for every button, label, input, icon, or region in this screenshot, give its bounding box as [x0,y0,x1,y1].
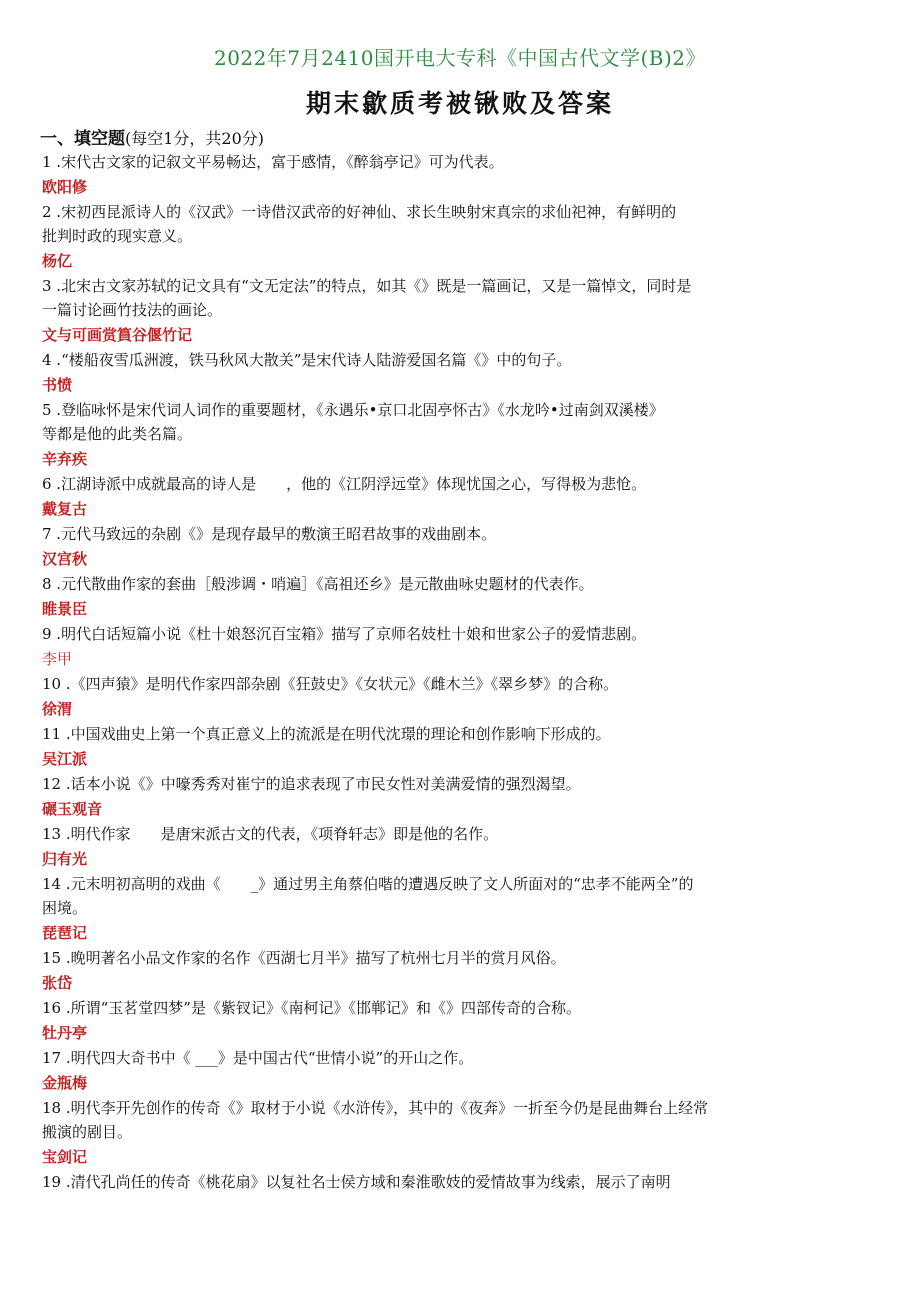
answer-text: 戴复古 [42,500,88,518]
document-subtitle: 期末歙质考被锹败及答案 [305,89,614,118]
answer-text: 张岱 [42,974,73,992]
question-text: 7 .元代马致远的杂剧《》是现存最早的敷演王昭君故事的戏曲剧本。 [42,525,497,543]
answer-text: 书愤 [42,376,73,394]
question-text: 11 .中国戏曲史上第一个真正意义上的流派是在明代沈璟的理论和创作影响下形成的。 [42,725,611,743]
answer-text: 牡丹亭 [42,1024,88,1042]
question-text: 12 .话本小说《》中嚎秀秀对崔宁的追求表现了市民女性对美满爱情的强烈渴望。 [42,775,581,793]
answer-text: 杨亿 [42,252,73,270]
question-text: 17 .明代四大奇书中《 ___》是中国古代“世情小说”的开山之作。 [42,1049,474,1067]
question-text: 14 .元末明初高明的戏曲《 _》通过男主角蔡伯喈的遭遇反映了文人所面对的“忠孝不能两全”的 困境。 [42,875,694,917]
answer-text: 宝剑记 [42,1148,88,1166]
question-text: 16 .所谓“玉茗堂四梦”是《紫钗记》《南柯记》《邯郸记》和《》四部传奇的合称。 [42,999,581,1017]
answer-text: 辛弃疾 [42,450,88,468]
section-heading [40,124,264,149]
section-title: 一、填空题 [40,129,125,149]
question-text: 5 .登临咏怀是宋代词人词作的重要题材，《永遇乐•京口北固亭怀古》《水龙吟•过南剑双溪楼》 等都是他的此类名篇。 [42,401,664,443]
answer-text: 碾玉观音 [42,800,103,818]
question-text: 15 .晚明著名小品文作家的名作《西湖七月半》描写了杭州七月半的赏月风俗。 [42,949,566,967]
answer-text: 归有光 [42,850,88,868]
answer-text: 欧阳修 [42,178,88,196]
question-text: 2 .宋初西昆派诗人的《汉武》一诗借汉武帝的好神仙、求长生映射宋真宗的求仙祀神，有鲜明的 批判时政的现实意义。 [42,203,677,245]
answer-text: 文与可画赏篔谷偃竹记 [42,326,193,344]
question-text: 1 .宋代古文家的记叙文平易畅达，富于感情，《醉翁亭记》可为代表。 [42,153,504,171]
question-text: 4 .“楼船夜雪瓜洲渡，铁马秋风大散关”是宋代诗人陆游爱国名篇《》中的句子。 [42,351,572,369]
answer-text: 吴江派 [42,750,88,768]
question-text: 13 .明代作家 是唐宋派古文的代表，《项脊轩志》即是他的名作。 [42,825,499,843]
answer-text: 李甲 [42,650,73,668]
question-text: 3 .北宋古文家苏轼的记文具有“文无定法”的特点，如其《》既是一篇画记，又是一篇悼文，同时是 一篇讨论画竹技法的画论。 [42,277,692,319]
question-text: 10 .《四声猿》是明代作家四部杂剧《狂鼓史》《女状元》《雌木兰》《翠乡梦》的合称。 [42,675,619,693]
question-list [42,150,882,1194]
answer-text: 琵琶记 [42,924,88,942]
answer-text: 睢景臣 [42,600,88,618]
question-text: 9 .明代白话短篇小说《杜十娘怒沉百宝箱》描写了京师名妓杜十娘和世家公子的爱情悲剧。 [42,625,647,643]
question-text: 6 .江湖诗派中成就最高的诗人是 ，他的《江阴浮远堂》体现忧国之心，写得极为悲怆。 [42,475,647,493]
document-title: 2022年7月2410国开电大专科《中国古代文学(B)2》 [213,46,707,70]
question-text: 19 .清代孔尚任的传奇《桃花扇》以复社名士侯方域和秦淮歌妓的爱情故事为线索，展示了南明 [42,1173,671,1191]
question-text: 18 .明代李开先创作的传奇《》取材于小说《水浒传》，其中的《夜奔》一折至今仍是昆曲舞台上经常 搬演的剧目。 [42,1099,709,1141]
answer-text: 徐渭 [42,700,73,718]
section-scoring-note: (每空1分，共20分) [125,129,265,148]
question-text: 8 .元代散曲作家的套曲［般涉调・哨遍］《高祖还乡》是元散曲咏史题材的代表作。 [42,575,594,593]
answer-text: 汉宫秋 [42,550,88,568]
answer-text: 金瓶梅 [42,1074,88,1092]
